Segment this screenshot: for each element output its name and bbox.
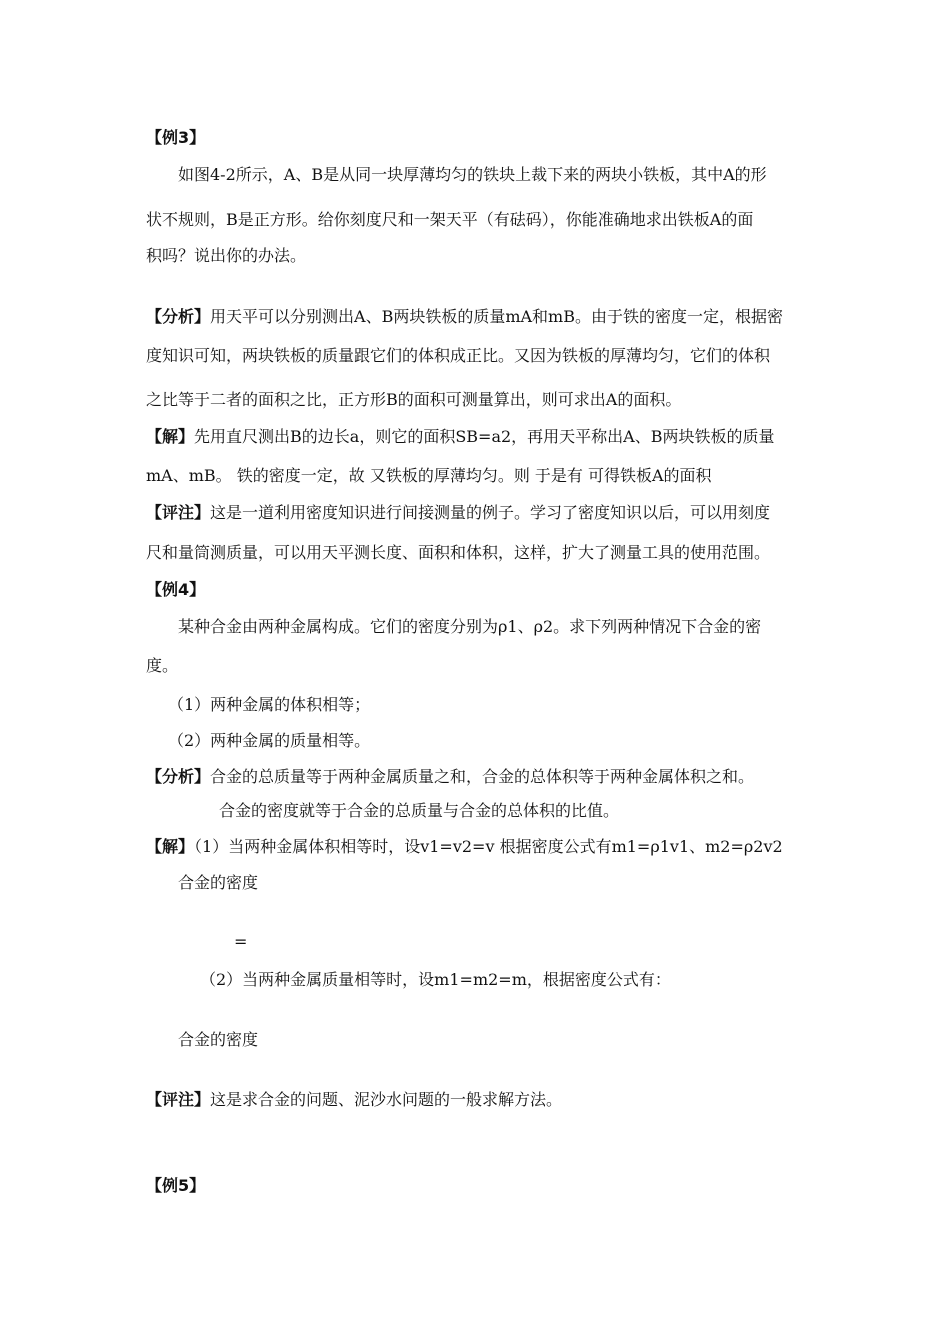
- solution-tag: 【解】: [146, 837, 195, 856]
- analysis-tag: 【分析】: [146, 767, 211, 786]
- example-3-analysis-line-3: 之比等于二者的面积之比，正方形B的面积可测量算出，则可求出A的面积。: [146, 390, 682, 409]
- example-3-analysis-line-2: 度知识可知，两块铁板的质量跟它们的体积成正比。又因为铁板的厚薄均匀，它们的体积: [146, 346, 771, 365]
- example-3-question-line-3: 积吗？说出你的办法。: [146, 246, 307, 265]
- example-3-title: 【例3】: [146, 128, 206, 147]
- example-4-case-1: （1）两种金属的体积相等；: [168, 695, 371, 714]
- example-3-comment-line-1: [146, 503, 770, 523]
- example-3-question-line-2: 状不规则，B是正方形。给你刻度尺和一架天平（有砝码），你能准确地求出铁板A的面: [146, 210, 754, 229]
- example-4-solution-line-1: [146, 837, 783, 857]
- example-4-solution-line-2: （2）当两种金属质量相等时，设m1=m2=m，根据密度公式有：: [200, 970, 671, 989]
- comment-text: 这是求合金的问题、泥沙水问题的一般求解方法。: [210, 1090, 563, 1109]
- equals-sign: =: [234, 932, 248, 951]
- example-3-solution-line-2: mA、mB。 铁的密度一定，故 又铁板的厚薄均匀。则 于是有 可得铁板A的面积: [146, 466, 712, 485]
- example-5-title: 【例5】: [146, 1176, 206, 1195]
- example-4-analysis-line-2: 合金的密度就等于合金的总质量与合金的总体积的比值。: [219, 801, 620, 820]
- comment-tag: 【评注】: [146, 1090, 211, 1109]
- example-4-question-line-2: 度。: [146, 656, 179, 675]
- alloy-density-label-1: 合金的密度: [178, 873, 259, 892]
- analysis-text: 用天平可以分别测出A、B两块铁板的质量mA和mB。由于铁的密度一定，根据密: [210, 307, 783, 326]
- solution-text: （1）当两种金属体积相等时，设v1=v2=v 根据密度公式有m1=ρ1v1、m2=ρ2v2: [194, 837, 783, 856]
- analysis-text: 合金的总质量等于两种金属质量之和，合金的总体积等于两种金属体积之和。: [210, 767, 755, 786]
- example-4-analysis-line-1: [146, 767, 754, 787]
- example-3-solution-line-1: [146, 427, 774, 447]
- example-3-question-line-1: 如图4-2所示，A、B是从同一块厚薄均匀的铁块上裁下来的两块小铁板，其中A的形: [178, 165, 767, 184]
- solution-text: 先用直尺测出B的边长a，则它的面积SB=a2，再用天平称出A、B两块铁板的质量: [194, 427, 775, 446]
- example-3-comment-line-2: 尺和量筒测质量，可以用天平测长度、面积和体积，这样，扩大了测量工具的使用范围。: [146, 543, 771, 562]
- example-4-case-2: （2）两种金属的质量相等。: [168, 731, 371, 750]
- example-3-analysis-line-1: [146, 307, 783, 327]
- analysis-tag: 【分析】: [146, 307, 211, 326]
- comment-tag: 【评注】: [146, 503, 211, 522]
- example-4-comment: [146, 1090, 562, 1110]
- comment-text: 这是一道利用密度知识进行间接测量的例子。学习了密度知识以后，可以用刻度: [210, 503, 771, 522]
- alloy-density-label-2: 合金的密度: [178, 1030, 259, 1049]
- example-4-title: 【例4】: [146, 580, 206, 599]
- solution-tag: 【解】: [146, 427, 195, 446]
- example-4-question-line-1: 某种合金由两种金属构成。它们的密度分别为ρ1、ρ2。求下列两种情况下合金的密: [178, 617, 762, 636]
